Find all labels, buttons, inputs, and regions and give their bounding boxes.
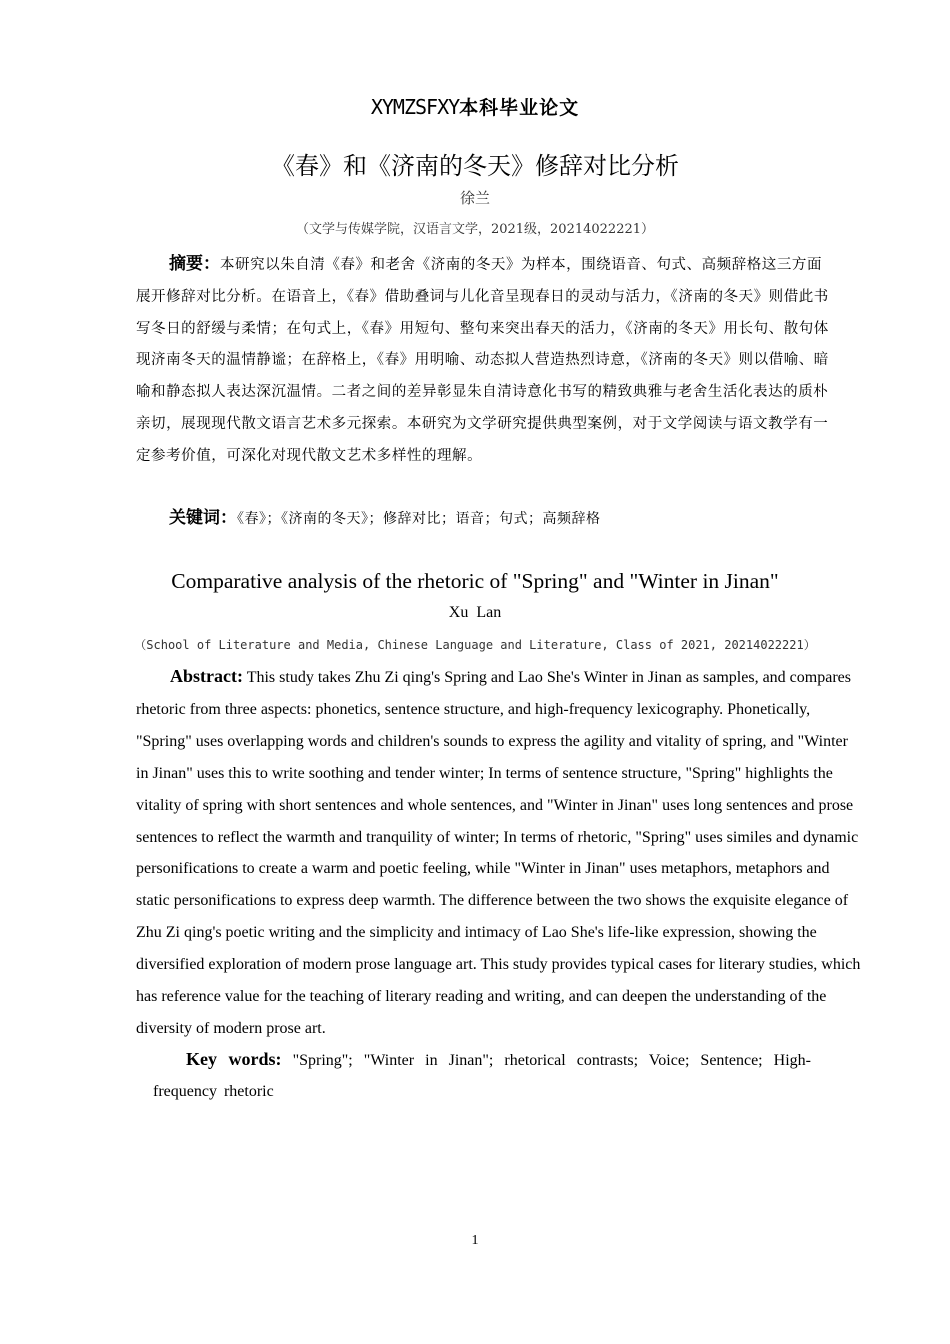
chinese-keywords-label: 关键词： [169, 508, 237, 528]
english-abstract-label: Abstract: [170, 666, 243, 686]
english-affiliation: （School of Literature and Media, Chinese Language and Literature, Class of 2021, 20214022221） [134, 638, 816, 652]
chinese-keywords-text: 《春》；《济南的冬天》；修辞对比；语音；句式；高频辞格 [237, 511, 601, 527]
chinese-abstract-label: 摘要： [169, 254, 220, 274]
english-keywords-text: "Spring"; "Winter in Jinan"; rhetorical contrasts; Voice; Sentence; High-frequency rhetoric [153, 1052, 811, 1100]
chinese-title: 《春》和《济南的冬天》修辞对比分析 [271, 152, 679, 180]
english-abstract [136, 661, 862, 1045]
chinese-abstract-text: 本研究以朱自清《春》和老舍《济南的冬天》为样本，围绕语音、句式、高频辞格这三方面展开修辞对比分析。在语音上，《春》借助叠词与儿化音呈现春日的灵动与活力，《济南的冬天》则借此书写冬日的舒缓与柔情；在句式上，《春》用短句、整句来突出春天的活力，《济南的冬天》用长句、散句体现济南冬天的温情静谧；在辞格上，《春》用明喻、动态拟人营造热烈诗意，《济南的冬天》则以借喻、暗喻和静态拟人表达深沉温情。二者之间的差异彰显朱自清诗意化书写的精致典雅与老舍生活化表达的质朴亲切，展现现代散文语言艺术多元探索。本研究为文学研究提供典型案例，对于文学阅读与语文教学有一定参考价值，可深化对现代散文艺术多样性的理解。 [136, 257, 829, 464]
chinese-keywords [169, 505, 869, 532]
english-keywords-label: Key words: [186, 1049, 282, 1069]
chinese-abstract [136, 249, 836, 473]
chinese-author: 徐兰 [459, 189, 490, 207]
english-author-first: Xu [448, 604, 469, 621]
english-title: Comparative analysis of the rhetoric of "Spring" and "Winter in Jinan" [171, 569, 779, 593]
chinese-affiliation: （文学与传媒学院，汉语言文学，2021级，20214022221） [295, 222, 655, 237]
thesis-header [0, 92, 950, 123]
page-number: 1 [471, 1233, 479, 1248]
school-code: XYMZSFXY [370, 95, 460, 119]
english-author-last: Lan [476, 604, 502, 621]
thesis-type-label: 本科毕业论文 [459, 97, 580, 119]
english-abstract-text: This study takes Zhu Zi qing's Spring and Lao She's Winter in Jinan as samples, and compares rhetoric from three aspects: phonetics, sentence structure, and high-frequency lexicography. Phonetically, "Spring" uses overlapping words and children's sounds to express the agility and vitality of spring, and "Winter in Jinan" uses this to write soothing and tender winter; In terms of sentence structure, "Spring" highlights the vitality of spring with short sentences and whole sentences, and "Winter in Jinan" uses long sentences and prose sentences to reflect the warmth and tranquility of winter; In terms of rhetoric, "Spring" uses similes and dynamic personifications to create a warm and poetic feeling, while "Winter in Jinan" uses metaphors, metaphors and static personifications to express deep warmth. The difference between the two shows the exquisite elegance of Zhu Zi qing's poetic writing and the simplicity and intimacy of Lao She's life-like expression, showing the diversified exploration of modern prose language art. This study provides typical cases for literary studies, which has reference value for the teaching of literary reading and writing, and can deepen the understanding of the diversity of modern prose art. [136, 669, 861, 1037]
english-author [0, 602, 950, 624]
english-keywords [153, 1044, 811, 1107]
